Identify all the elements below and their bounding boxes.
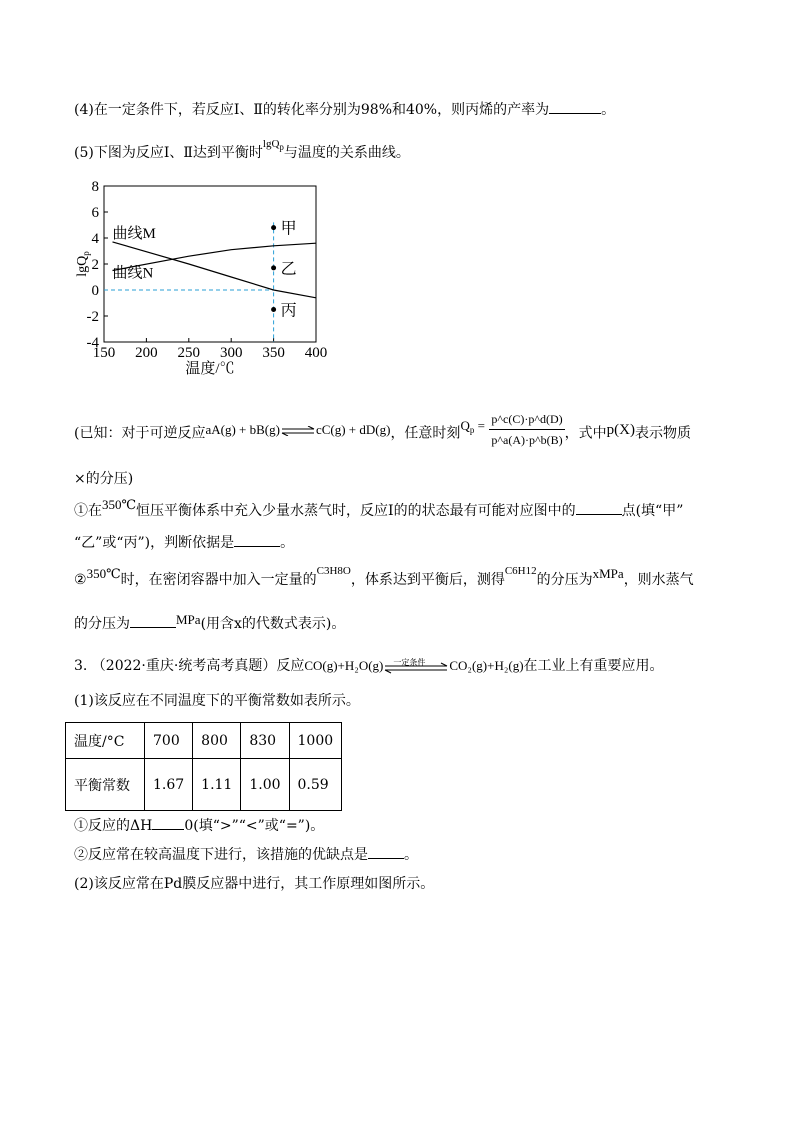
state-point-label: 甲 [280, 220, 297, 238]
state-point [271, 307, 276, 312]
question-5-1-line2: “乙”或“丙”)，判断依据是 。 [74, 532, 294, 553]
temperature-350-2: 350℃ [86, 566, 121, 581]
table-header-700: 700 [145, 723, 193, 759]
reaction-equation: aA(g) + bB(g) cC(g) + dD(g) [205, 421, 391, 437]
x-axis-label: 温度/℃ [185, 361, 235, 377]
y-tick-label: 0 [91, 283, 99, 299]
known-note [74, 413, 691, 454]
c3h8o-formula: C3H8O [316, 565, 351, 577]
question-4-text: (4)在一定条件下，若反应Ⅰ、Ⅱ的转化率分别为98%和40%，则丙烯的产率为 [74, 102, 550, 118]
state-point [271, 265, 276, 270]
question-5-prefix: (5)下图为反应Ⅰ、Ⅱ达到平衡时 [74, 145, 263, 161]
note-suffix1: ，式中 [564, 425, 607, 442]
qp-fraction [489, 409, 564, 450]
note-prefix: (已知：对于可逆反应 [74, 425, 206, 442]
equilibrium-constant-table [65, 722, 342, 811]
question-5-suffix: 与温度的关系曲线。 [283, 145, 410, 161]
table-value-1000: 0.59 [289, 759, 342, 811]
condition-arrow [383, 659, 449, 673]
y-tick-label: 2 [91, 257, 99, 273]
table-header-800: 800 [193, 723, 241, 759]
state-point-label: 丙 [280, 302, 297, 320]
condition-label: 一定条件 [393, 658, 426, 667]
answer-blank-dh[interactable] [152, 815, 184, 830]
lgqp-math: lgQp [262, 138, 284, 152]
y-tick-label: -4 [86, 335, 99, 351]
question-3-1a: ①反应的ΔH 0(填“>”“<”或“=”)。 [74, 815, 324, 836]
px-symbol: p(X) [606, 421, 635, 438]
y-axis-label: lgQ$_p$ [75, 251, 91, 277]
series-label-m: 曲线M [112, 226, 156, 242]
y-tick-label: -2 [86, 309, 99, 325]
x-tick-label: 300 [219, 345, 243, 361]
x-tick-label: 400 [304, 345, 328, 361]
y-tick-label: 8 [91, 179, 99, 195]
y-tick-label: 6 [91, 205, 99, 221]
note-suffix2: 表示物质 [634, 425, 691, 442]
question-3-1b: ②反应常在较高温度下进行，该措施的优缺点是 。 [74, 844, 418, 865]
note-line-2: ×的分压) [74, 471, 134, 487]
table-header-830: 830 [241, 723, 289, 759]
question-3-2: (2)该反应常在Pd膜反应器中进行，其工作原理如图所示。 [74, 876, 435, 892]
qp-symbol: $Q_p$ = [460, 417, 485, 435]
x-tick-label: 200 [135, 345, 158, 361]
fraction-numerator: p^c(C)·p^d(D) [489, 409, 564, 430]
table-value-830: 1.00 [241, 759, 289, 811]
question-3-1: (1)该反应在不同温度下的平衡常数如表所示。 [74, 693, 360, 709]
table-value-800: 1.11 [193, 759, 241, 811]
note-mid: ，任意时刻 [390, 425, 461, 442]
table-header-temp: 温度/°C [66, 723, 145, 759]
table-value-700: 1.67 [145, 759, 193, 811]
c6h12-formula: C6H12 [504, 565, 537, 577]
equilibrium-arrow-icon [383, 661, 449, 675]
x-tick-label: 350 [262, 345, 285, 361]
question-3: 3. （2022·重庆·统考高考真题）反应CO(g)+H₂O(g) 一定条件 CO₂(g)+H₂(g)在工业上有重要应用。 [74, 656, 664, 676]
table-header-1000: 1000 [289, 723, 342, 759]
answer-blank[interactable] [549, 99, 601, 114]
question-4 [74, 99, 615, 120]
question-5-2: ②350℃时，在密闭容器中加入一定量的$^{C3H8O}$，体系达到平衡后，测得$^{C6H12}$的分压为xMPa，则水蒸气 [74, 565, 694, 588]
state-point-label: 乙 [280, 260, 297, 278]
series-label-n: 曲线N [112, 265, 154, 282]
y-tick-label: 4 [91, 231, 99, 247]
table-row-label: 平衡常数 [66, 759, 145, 811]
question-5-2-line2: 的分压为 MPa(用含x的代数式表示)。 [74, 612, 346, 632]
question-5-1: ①在350℃恒压平衡体系中充入少量水蒸气时，反应Ⅰ的的状态最有可能对应图中的 点(填“甲” [74, 497, 684, 519]
fraction-denominator: p^a(A)·p^b(B) [491, 433, 563, 447]
answer-blank-basis[interactable] [234, 532, 280, 547]
answer-blank-pressure[interactable] [130, 613, 176, 628]
products: CO₂(g)+H₂(g) [449, 658, 524, 673]
state-point [271, 225, 276, 230]
equilibrium-arrow-icon [280, 426, 316, 436]
lgqp-temperature-chart [62, 174, 342, 389]
answer-blank-point[interactable] [576, 500, 622, 515]
x-mpa: xMPa [592, 566, 624, 581]
x-tick-label: 250 [177, 345, 201, 361]
x-tick-label: 150 [92, 345, 116, 361]
answer-blank-pros-cons[interactable] [368, 844, 404, 859]
question-5 [74, 138, 410, 167]
question-4-end: 。 [601, 102, 616, 118]
temperature-350: 350℃ [102, 497, 137, 512]
reactants: CO(g)+H₂O(g) [304, 658, 384, 673]
